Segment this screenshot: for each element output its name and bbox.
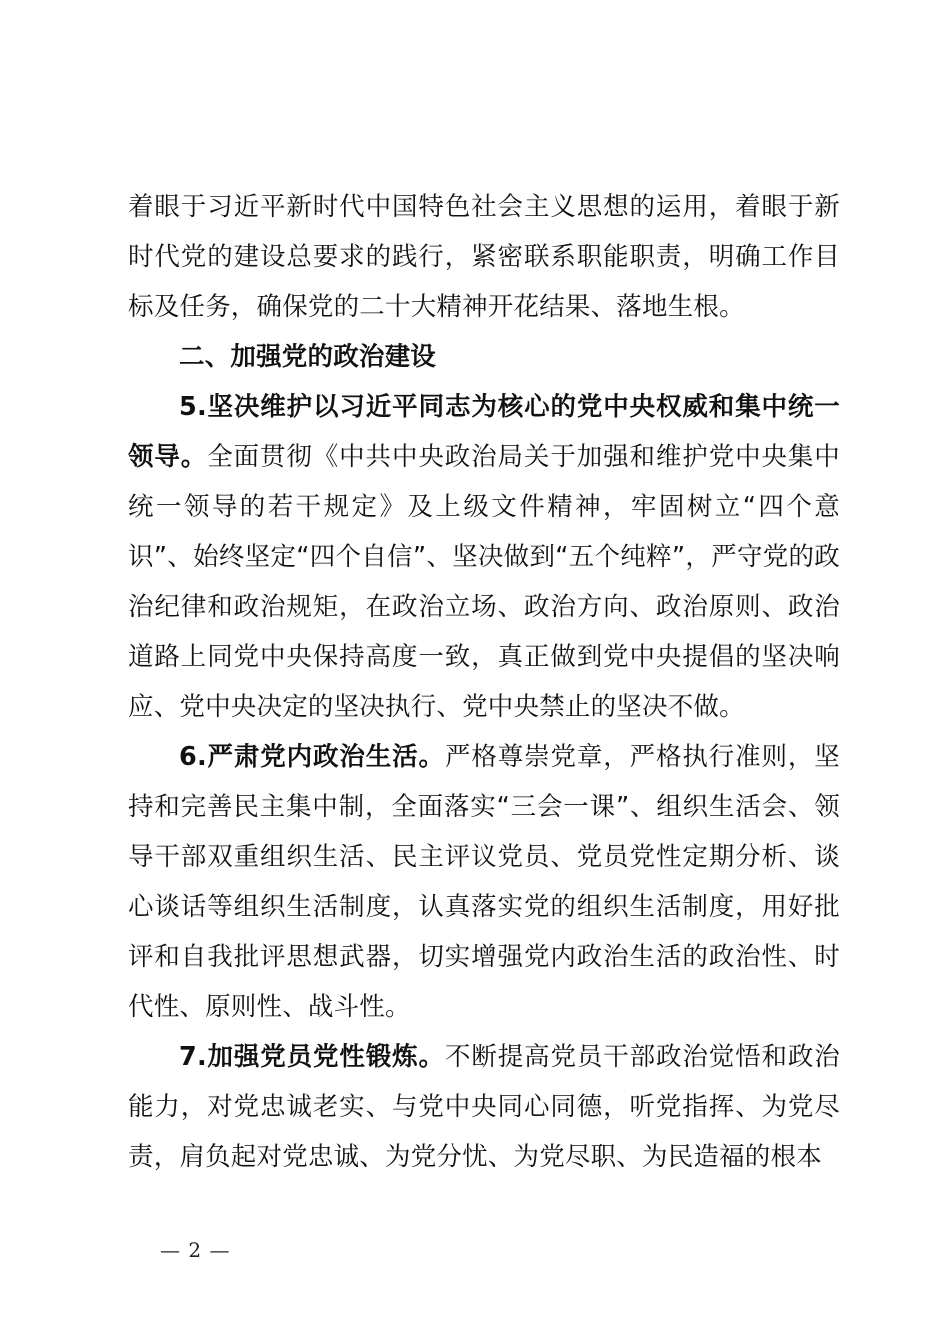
paragraph-lead: 6.严肃党内政治生活。 xyxy=(179,742,445,772)
paragraph-continuation xyxy=(128,182,840,332)
paragraph-text: 不断提高党员干部政治觉悟和政治能力，对党忠诚老实、与党中央同心同德，听党指挥、为党尽责，肩负起对党忠诚、为党分忧、为党尽职、为民造福的根本 xyxy=(128,1042,840,1172)
paragraph-item-7 xyxy=(128,1032,840,1182)
paragraph-text: 严格尊崇党章，严格执行准则，坚持和完善民主集中制，全面落实“三会一课”、组织生活会、领导干部双重组织生活、民主评议党员、党员党性定期分析、谈心谈话等组织生活制度，认真落实党的组织生活制度，用好批评和自我批评思想武器，切实增强党内政治生活的政治性、时代性、原则性、战斗性。 xyxy=(128,742,840,1022)
paragraph-lead: 7.加强党员党性锻炼。 xyxy=(179,1042,445,1072)
page-number: — 2 — xyxy=(160,1238,231,1262)
paragraph-text: 着眼于习近平新时代中国特色社会主义思想的运用，着眼于新时代党的建设总要求的践行，紧密联系职能职责，明确工作目标及任务，确保党的二十大精神开花结果、落地生根。 xyxy=(128,192,840,322)
paragraph-text: 全面贯彻《中共中央政治局关于加强和维护党中央集中统一领导的若干规定》及上级文件精神，牢固树立“四个意识”、始终坚定“四个自信”、坚决做到“五个纯粹”，严守党的政治纪律和政治规矩，在政治立场、政治方向、政治原则、政治道路上同党中央保持高度一致，真正做到党中央提倡的坚决响应、党中央决定的坚决执行、党中央禁止的坚决不做。 xyxy=(128,442,840,722)
paragraph-item-5 xyxy=(128,382,840,732)
section-heading-text: 二、加强党的政治建设 xyxy=(179,342,437,372)
document-body xyxy=(128,182,840,1182)
paragraph-lead: 5.坚决维护以习近平同志为核心的党中央权威和集中统一领导。 xyxy=(128,392,840,472)
paragraph-item-6 xyxy=(128,732,840,1032)
section-heading xyxy=(128,332,840,382)
